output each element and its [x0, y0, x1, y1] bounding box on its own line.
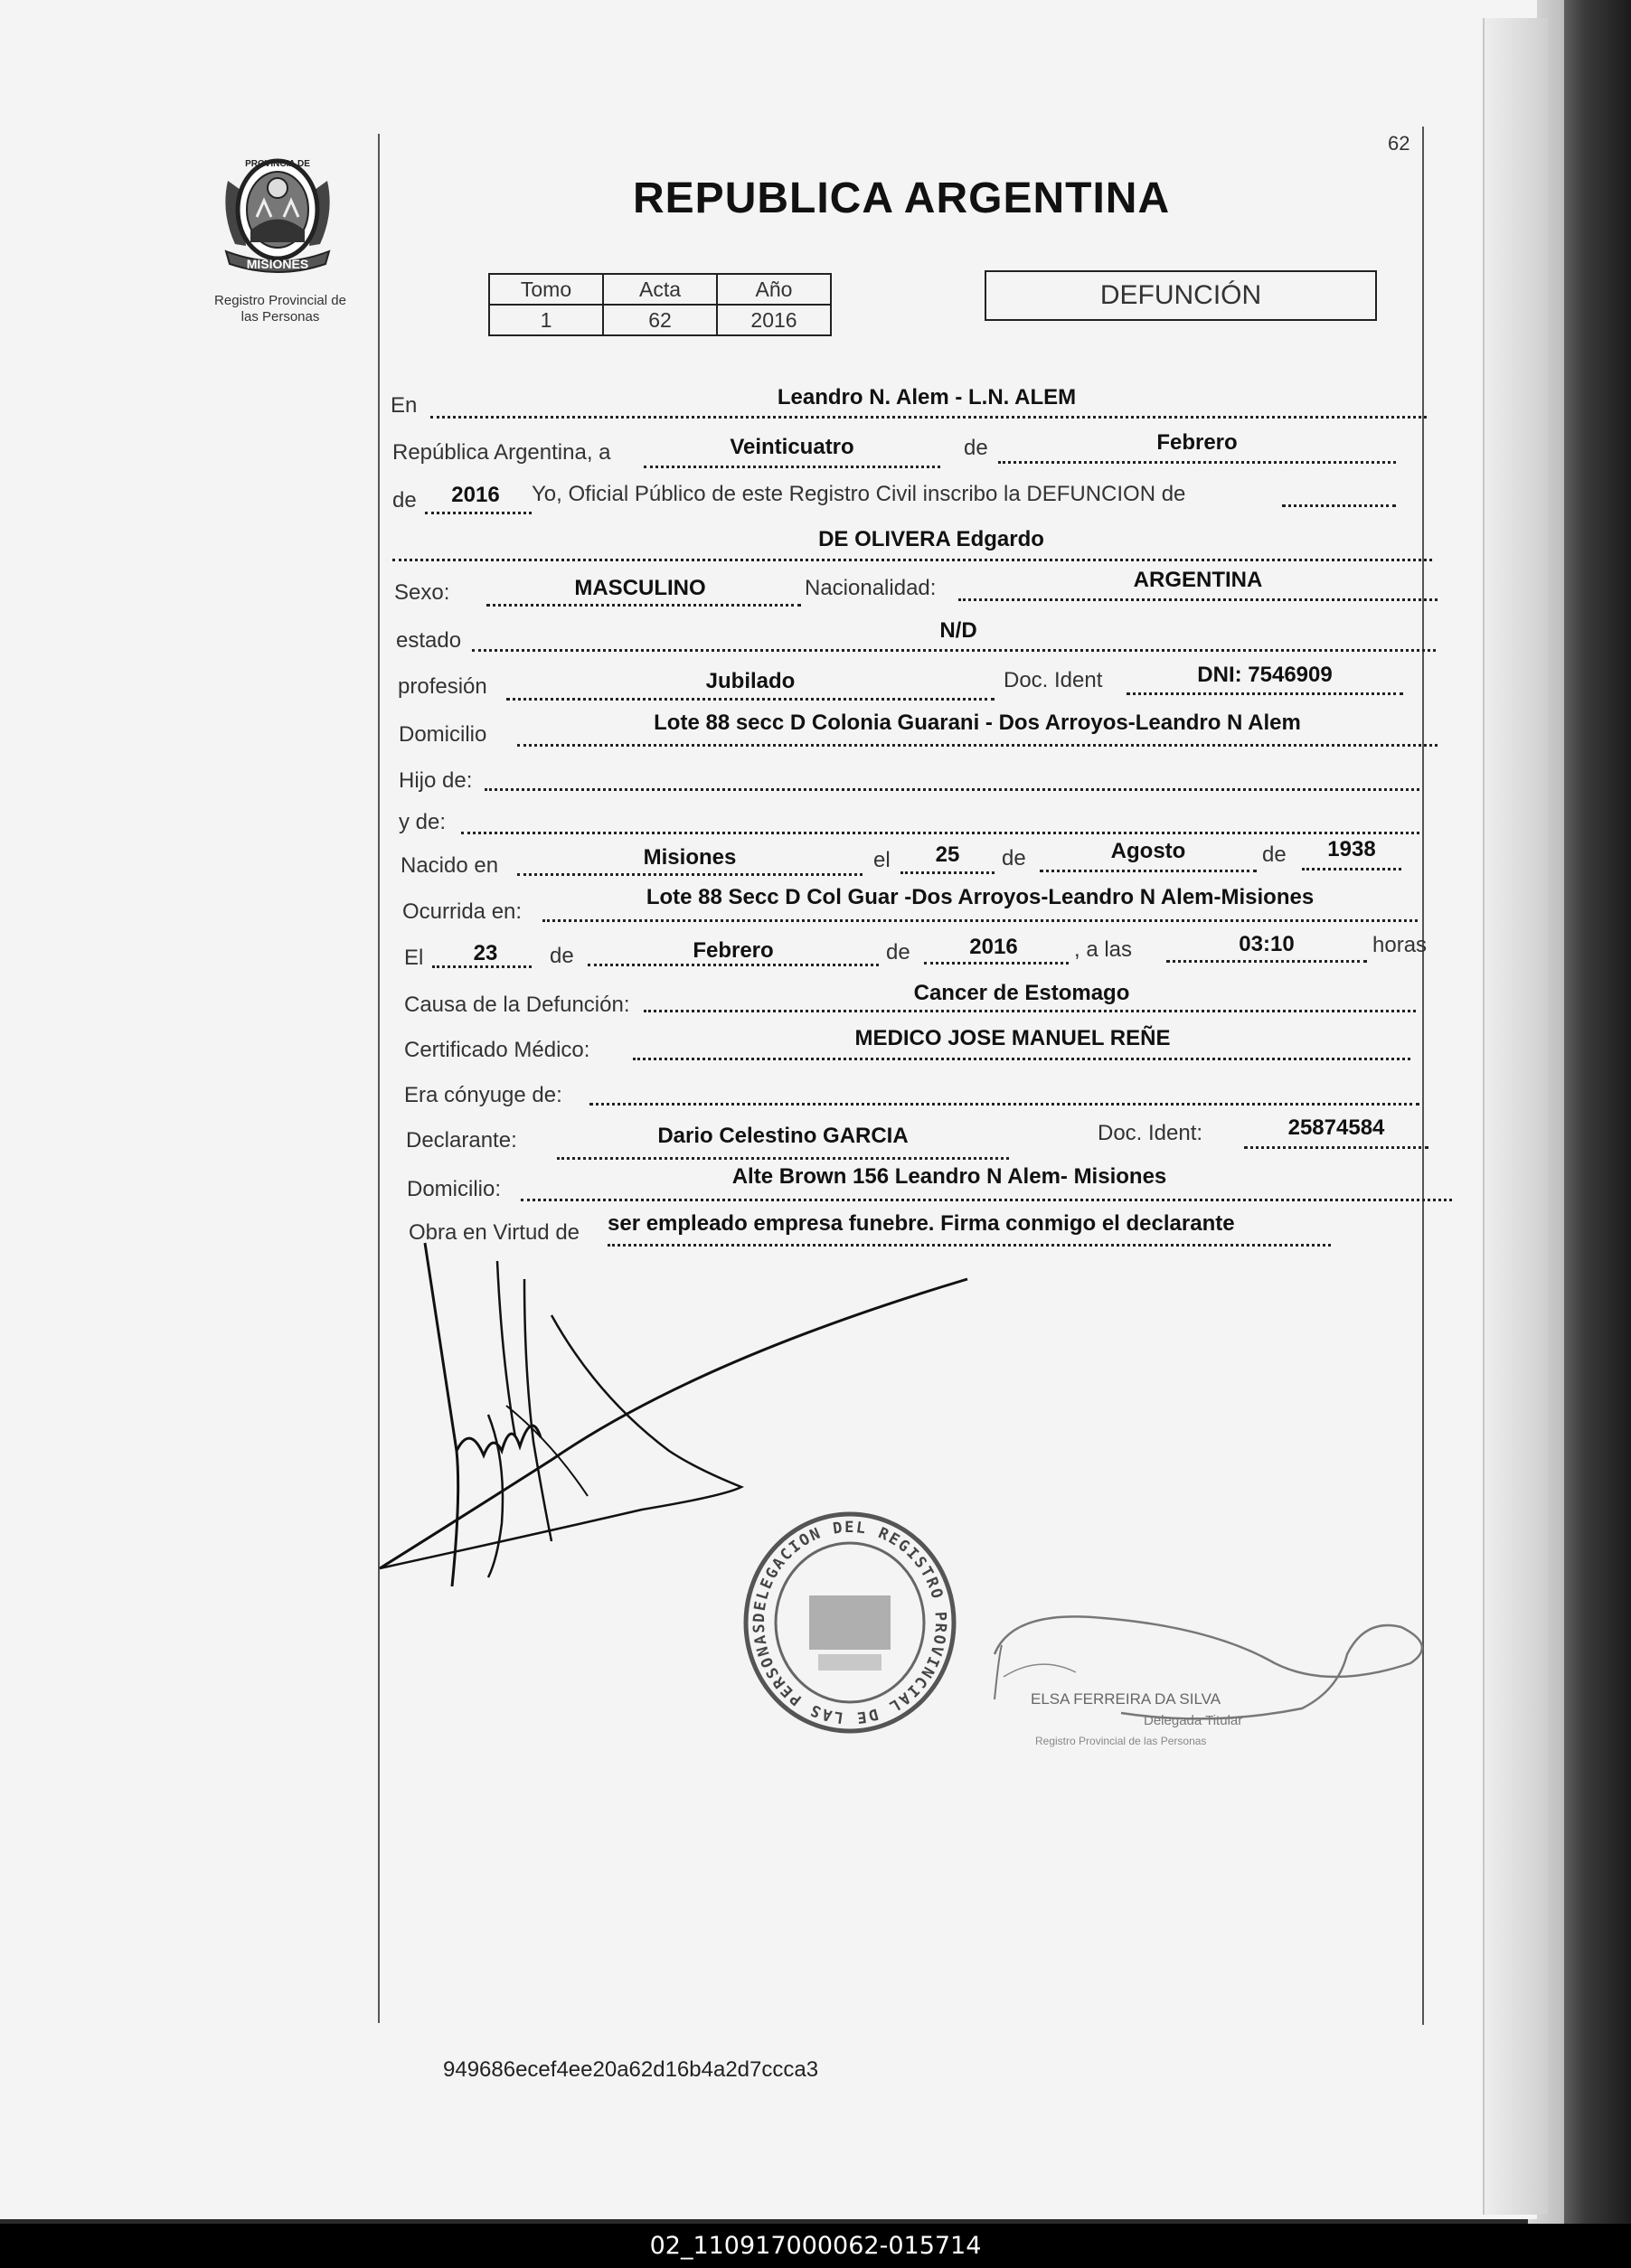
value-ocurrida-en: Lote 88 Secc D Col Guar -Dos Arroyos-Leandro N Alem-Misiones: [646, 885, 1315, 909]
line-doc-ident-2: [1244, 1146, 1428, 1149]
label-doc-ident: Doc. Ident: [1004, 668, 1103, 692]
value-lugar: Leandro N. Alem - L.N. ALEM: [777, 385, 1077, 409]
label-nacido-en: Nacido en: [401, 853, 499, 878]
label-estado: estado: [396, 628, 462, 653]
line-inscribo: [1282, 504, 1396, 507]
label-causa: Causa de la Defunción:: [404, 993, 630, 1017]
label-de-2: de: [392, 488, 417, 513]
ref-header-tomo: Tomo: [489, 274, 603, 305]
value-estado: N/D: [939, 618, 977, 643]
line-en: [430, 416, 1427, 419]
value-dia: Veinticuatro: [730, 435, 854, 459]
ref-value-anio: 2016: [717, 305, 831, 335]
value-nacionalidad: ARGENTINA: [1133, 568, 1263, 592]
official-signature-icon: [985, 1591, 1428, 1772]
page-number: 62: [1388, 132, 1410, 155]
label-el-2: El: [404, 946, 424, 970]
line-mes: [998, 461, 1396, 464]
label-nacionalidad: Nacionalidad:: [805, 576, 937, 600]
line-declarante: [557, 1157, 1009, 1160]
page-title: REPUBLICA ARGENTINA: [633, 174, 1171, 222]
line-estado: [472, 649, 1436, 652]
value-def-anio: 2016: [969, 935, 1018, 959]
label-el-1: el: [873, 848, 891, 872]
label-a-las: , a las: [1074, 937, 1133, 962]
label-de-4: de: [1262, 842, 1287, 867]
reference-table-header-row: [489, 274, 831, 305]
label-ocurrida-en: Ocurrida en:: [402, 899, 523, 924]
line-dia: [644, 466, 940, 468]
logo-caption-line-2: las Personas: [240, 309, 320, 325]
label-profesion: profesión: [398, 674, 487, 699]
line-domicilio-2: [521, 1199, 1452, 1201]
label-de-3: de: [1002, 846, 1026, 870]
ref-header-acta: Acta: [603, 274, 717, 305]
line-nac-dia: [900, 871, 995, 874]
value-mes: Febrero: [1156, 430, 1238, 455]
line-def-anio: [924, 962, 1069, 965]
label-sexo: Sexo:: [394, 580, 450, 605]
reference-table: [488, 273, 832, 336]
line-certificado: [633, 1058, 1410, 1060]
line-causa: [644, 1010, 1416, 1012]
value-nombre: DE OLIVERA Edgardo: [818, 527, 1044, 551]
value-certificado: MEDICO JOSE MANUEL REÑE: [854, 1026, 1171, 1050]
line-sexo: [486, 604, 801, 607]
label-doc-ident-2: Doc. Ident:: [1098, 1121, 1203, 1145]
line-nac-mes: [1040, 870, 1257, 872]
paper-right-edge: [1483, 18, 1548, 2215]
line-def-mes: [588, 964, 879, 966]
value-hora: 03:10: [1239, 932, 1295, 956]
value-doc-ident-2: 25874584: [1287, 1115, 1385, 1140]
logo-caption: [181, 293, 380, 325]
value-profesion: Jubilado: [705, 669, 796, 693]
line-hora: [1166, 960, 1367, 963]
line-anio: [425, 512, 532, 514]
label-y-de: y de:: [399, 810, 447, 834]
label-obra: Obra en Virtud de: [409, 1220, 580, 1245]
official-org: Registro Provincial de las Personas: [1035, 1735, 1207, 1747]
background-right: [1555, 0, 1631, 2224]
line-hijo-de: [485, 788, 1419, 791]
label-en: En: [391, 393, 418, 418]
line-nombre: [392, 559, 1432, 561]
province-crest-icon: [210, 145, 345, 280]
label-hijo-de: Hijo de:: [399, 768, 473, 793]
label-conyuge: Era cónyuge de:: [404, 1083, 562, 1107]
value-def-mes: Febrero: [693, 938, 774, 963]
ref-value-tomo: 1: [489, 305, 603, 335]
label-horas: horas: [1372, 933, 1428, 957]
line-nacionalidad: [958, 598, 1438, 601]
ref-value-acta: 62: [603, 305, 717, 335]
crest-ribbon-text: MISIONES: [246, 257, 309, 271]
official-stamp-icon: [737, 1510, 963, 1736]
label-certificado: Certificado Médico:: [404, 1038, 590, 1062]
line-domicilio: [517, 744, 1438, 747]
official-name: ELSA FERREIRA DA SILVA: [1031, 1690, 1221, 1708]
ref-header-anio: Año: [717, 274, 831, 305]
file-id: 02_110917000062-015714: [649, 2232, 982, 2260]
label-inscribo: Yo, Oficial Público de este Registro Civil inscribo la DEFUNCION de: [532, 482, 1186, 506]
value-sexo: MASCULINO: [574, 576, 706, 600]
line-ocurrida-en: [542, 919, 1418, 922]
line-nac-anio: [1302, 868, 1401, 870]
value-nac-anio: 1938: [1327, 837, 1376, 861]
label-republica: República Argentina, a: [392, 440, 611, 465]
line-conyuge: [589, 1103, 1419, 1106]
official-role: Delegada Titular: [1144, 1713, 1243, 1728]
crest-top-text: PROVINCIA DE: [245, 159, 310, 169]
value-causa: Cancer de Estomago: [913, 981, 1130, 1005]
logo-caption-line-1: Registro Provincial de: [214, 293, 346, 308]
document-hash: 949686ecef4ee20a62d16b4a2d7ccca3: [443, 2057, 819, 2082]
value-obra: ser empleado empresa funebre. Firma conmigo el declarante: [608, 1211, 1235, 1236]
line-profesion: [506, 698, 995, 701]
value-nac-mes: Agosto: [1110, 839, 1186, 863]
value-def-dia: 23: [473, 941, 498, 965]
record-type-box: DEFUNCIÓN: [985, 270, 1377, 321]
line-y-de: [461, 832, 1419, 834]
value-domicilio-2: Alte Brown 156 Leandro N Alem- Misiones: [731, 1164, 1167, 1189]
value-domicilio: Lote 88 secc D Colonia Guarani - Dos Arroyos-Leandro N Alem: [654, 711, 1301, 735]
line-doc-ident: [1127, 692, 1403, 695]
left-margin-line: [378, 134, 380, 2023]
value-doc-ident: DNI: 7546909: [1197, 663, 1333, 687]
label-de-5: de: [550, 944, 574, 968]
label-domicilio-2: Domicilio:: [407, 1177, 502, 1201]
value-nacido-en: Misiones: [643, 845, 737, 870]
reference-table-value-row: [489, 305, 831, 335]
label-declarante: Declarante:: [406, 1128, 517, 1153]
file-id-bar: [0, 2224, 1631, 2268]
label-domicilio: Domicilio: [399, 722, 487, 747]
stamp-ring-text: DELEGACION DEL REGISTRO PROVINCIAL DE LAS PERSONAS: [750, 1518, 950, 1727]
value-nac-dia: 25: [935, 842, 960, 867]
line-nacido-en: [517, 873, 863, 876]
value-declarante: Dario Celestino GARCIA: [657, 1124, 909, 1148]
label-de-1: de: [964, 436, 988, 460]
value-anio: 2016: [451, 483, 500, 507]
label-de-6: de: [886, 940, 910, 965]
